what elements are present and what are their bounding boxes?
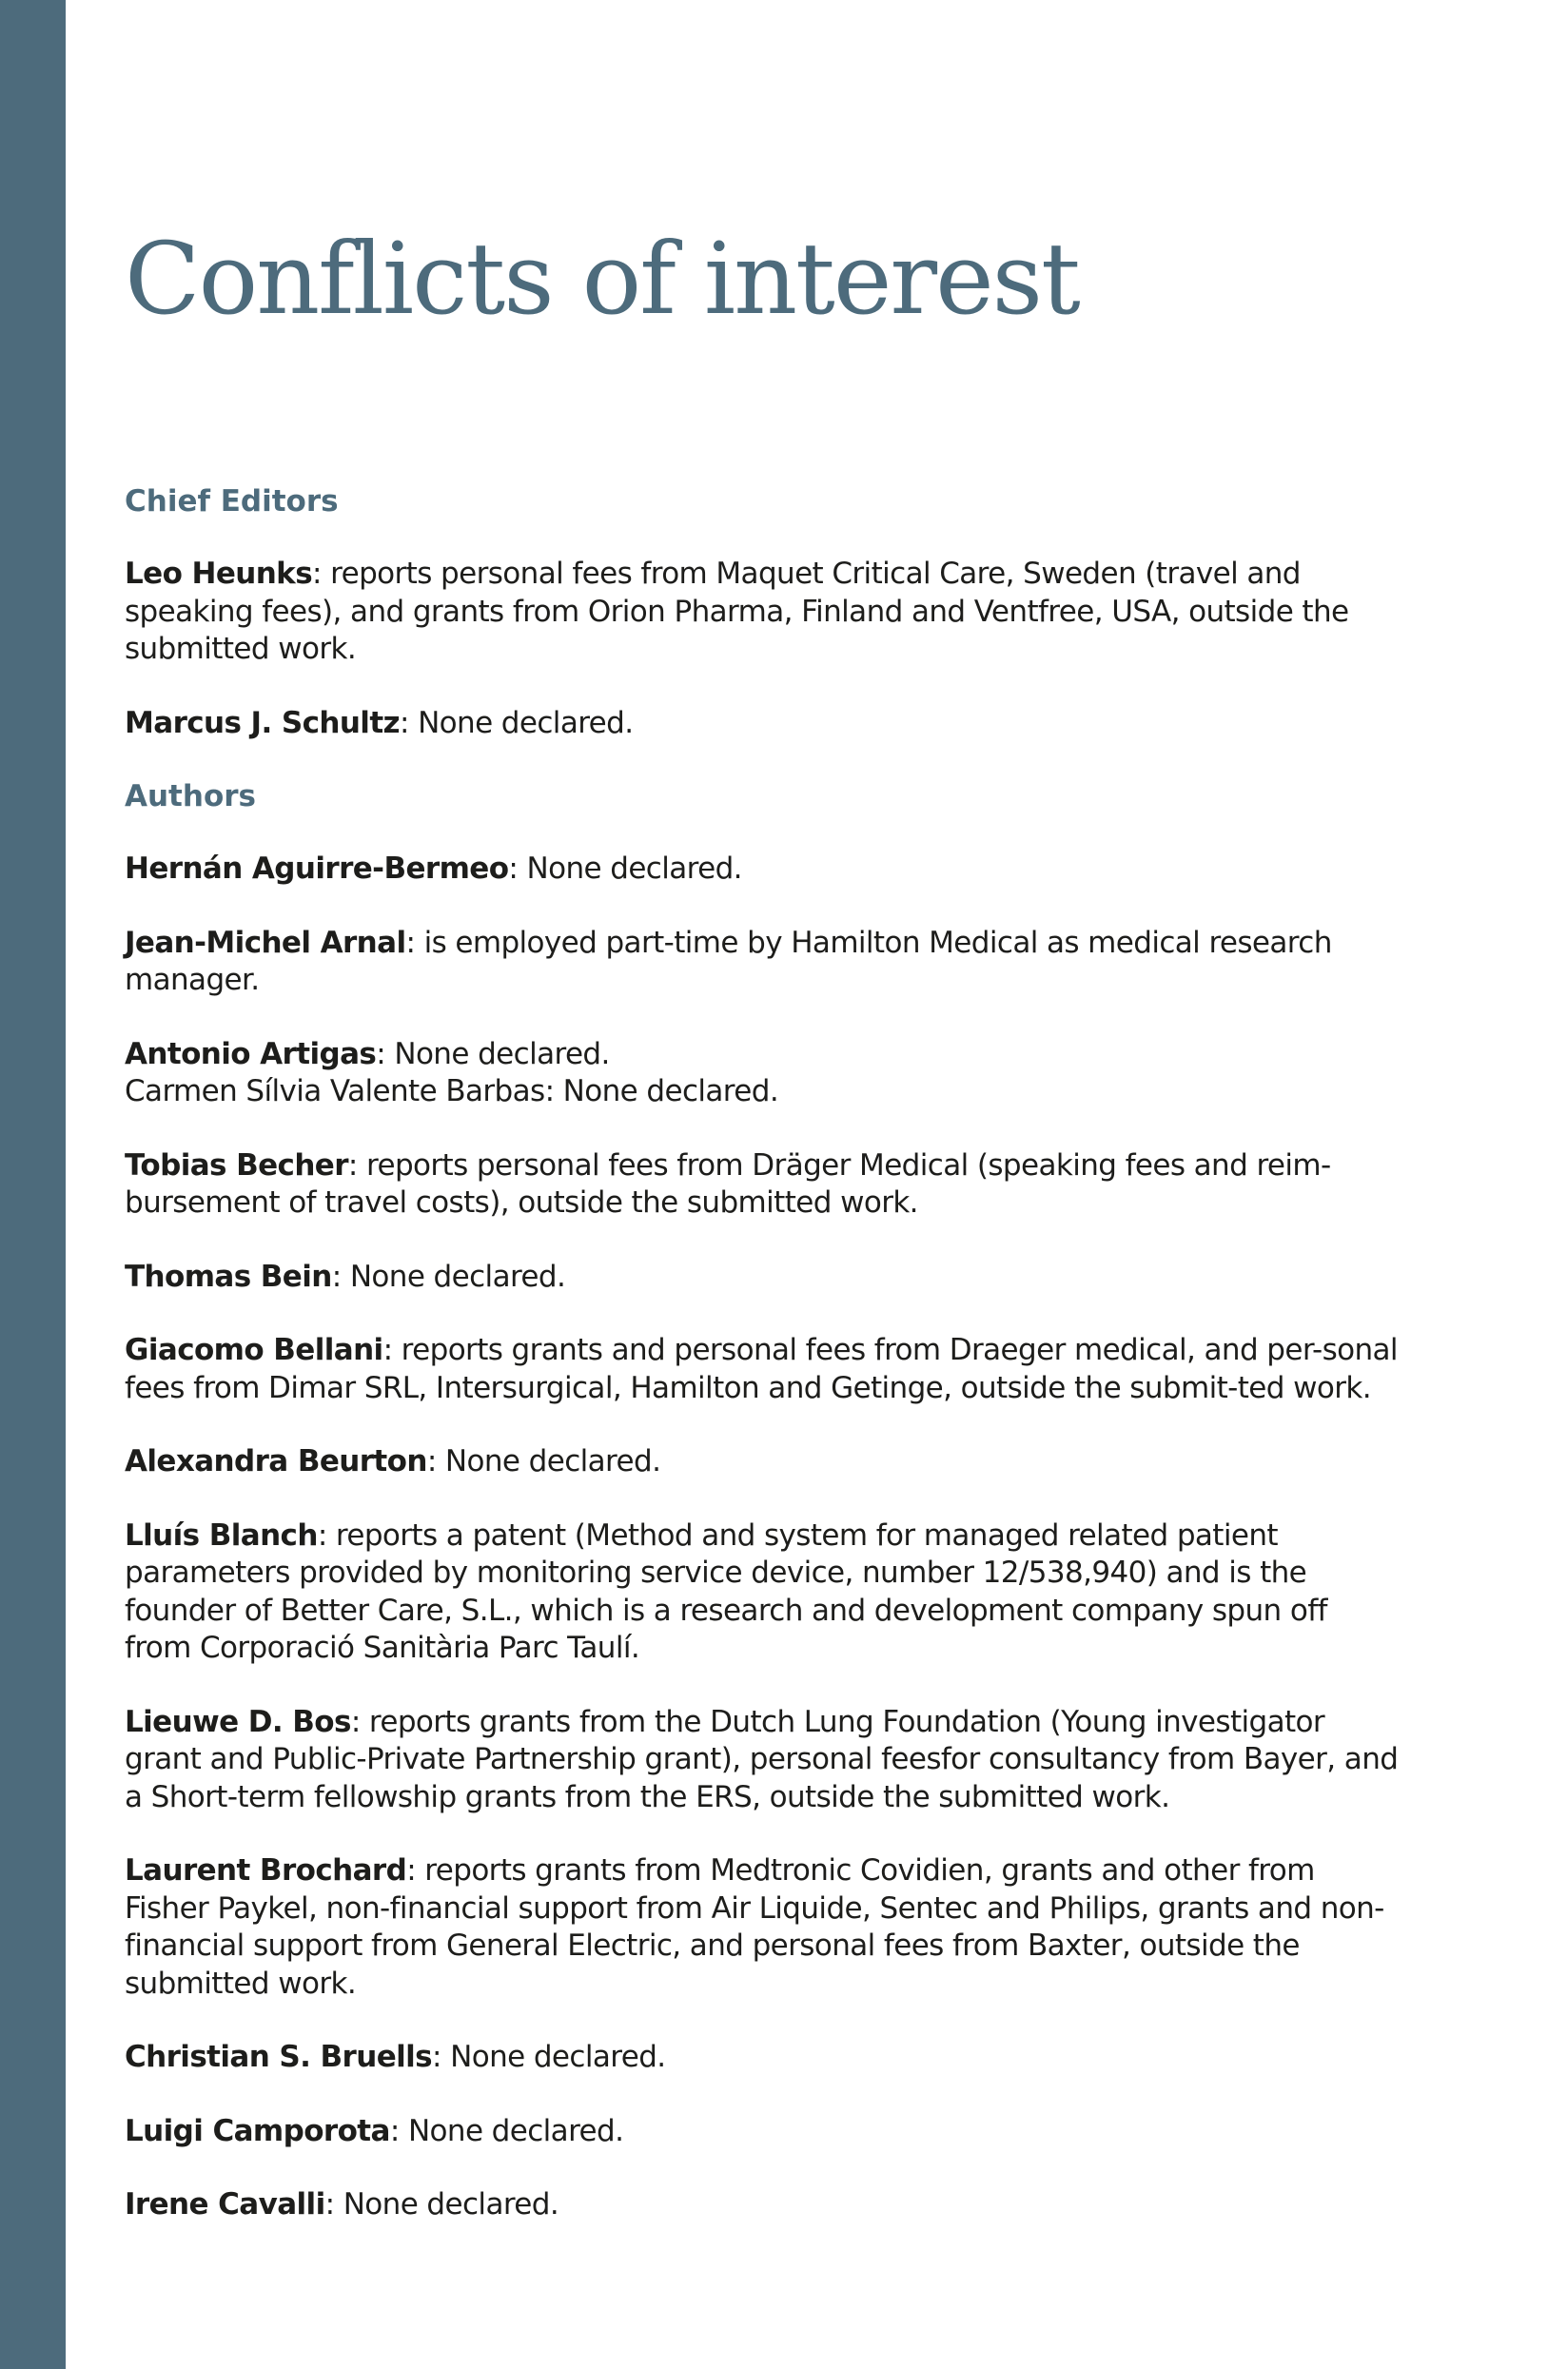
declaration-text: : None declared. — [399, 705, 634, 740]
section-heading-authors: Authors — [125, 779, 256, 813]
declaration-text: : None declared. — [389, 2113, 624, 2148]
declaration-entry — [125, 1704, 1400, 1817]
declaration-entry — [125, 1517, 1400, 1668]
page-title: Conflicts of interest — [125, 221, 1079, 337]
declaration-text: : reports personal fees from Dräger Medical (speaking fees and reim-bursement of travel costs), outside the submitted work. — [125, 1147, 1331, 1220]
person-name: Thomas Bein — [125, 1259, 332, 1294]
declaration-entry — [125, 1443, 1400, 1481]
declaration-text: : is employed part-time by Hamilton Medical as medical research manager. — [125, 925, 1332, 997]
declaration-text: : reports grants and personal fees from Draeger medical, and per-sonal fees from Dimar SRL, Intersurgical, Hamilton and Getinge, outside the submit-ted work. — [125, 1333, 1398, 1405]
declaration-text: : reports grants from the Dutch Lung Foundation (Young investigator grant and Public-Private Partnership grant), personal feesfor consultancy from Bayer, and a Short-term fellowship grants from the ERS, outside the submitted work. — [125, 1704, 1399, 1814]
declaration-text: : None declared. — [331, 1259, 566, 1294]
person-name: Giacomo Bellani — [125, 1333, 383, 1367]
person-name: Alexandra Beurton — [125, 1444, 427, 1478]
person-name: Christian S. Bruells — [125, 2040, 433, 2074]
declaration-entry — [125, 2186, 1400, 2224]
person-name: Luigi Camporota — [125, 2113, 390, 2148]
declaration-entry — [125, 1852, 1400, 2003]
person-name: Antonio Artigas — [125, 1036, 377, 1071]
side-bar — [0, 0, 66, 2369]
declaration-entry — [125, 1147, 1400, 1223]
declaration-entry — [125, 556, 1400, 669]
person-name: Lluís Blanch — [125, 1517, 318, 1553]
declaration-entry — [125, 1036, 1400, 1111]
declaration-text: : None declared. — [376, 1036, 610, 1071]
declaration-text: : reports grants from Medtronic Covidien, grants and other from Fisher Paykel, non-financial support from Air Liquide, Sentec and Philips, grants and non-financial support from General Electric, and personal fees from Baxter, outside the submitted work. — [125, 1853, 1384, 2001]
declaration-text: : None declared. — [426, 1444, 661, 1478]
person-name: Laurent Brochard — [125, 1853, 407, 1888]
declaration-entry — [125, 1259, 1400, 1297]
person-name: Marcus J. Schultz — [125, 705, 400, 740]
declarations-list — [125, 483, 1400, 2261]
declaration-text: : None declared. — [508, 852, 742, 886]
declaration-text: : reports a patent (Method and system for managed related patient parameters provided by monitoring service device, number 12/538,940) and is the founder of Better Care, S.L., which is a research and development company spun off from Corporació Sanitària Parc Taulí. — [125, 1517, 1327, 1665]
declaration-entry — [125, 925, 1400, 1000]
person-name: Jean-Michel Arnal — [125, 925, 406, 960]
person-name: Irene Cavalli — [125, 2187, 325, 2222]
declaration-entry — [125, 851, 1400, 889]
person-name: Leo Heunks — [125, 557, 313, 591]
declaration-text: : None declared. — [324, 2187, 559, 2222]
person-name: Hernán Aguirre-Bermeo — [125, 852, 509, 886]
declaration-entry — [125, 1332, 1400, 1407]
declaration-extra-line: Carmen Sílvia Valente Barbas: None declared. — [125, 1074, 779, 1108]
declaration-text: : None declared. — [432, 2040, 666, 2074]
declaration-entry — [125, 705, 1400, 743]
person-name: Lieuwe D. Bos — [125, 1704, 351, 1739]
declaration-entry — [125, 2039, 1400, 2077]
person-name: Tobias Becher — [125, 1147, 348, 1183]
declaration-entry — [125, 2113, 1400, 2151]
section-heading-chief-editors: Chief Editors — [125, 484, 339, 519]
declaration-text: : reports personal fees from Maquet Critical Care, Sweden (travel and speaking fees), and grants from Orion Pharma, Finland and Ventfree, USA, outside the submitted work. — [125, 557, 1349, 666]
